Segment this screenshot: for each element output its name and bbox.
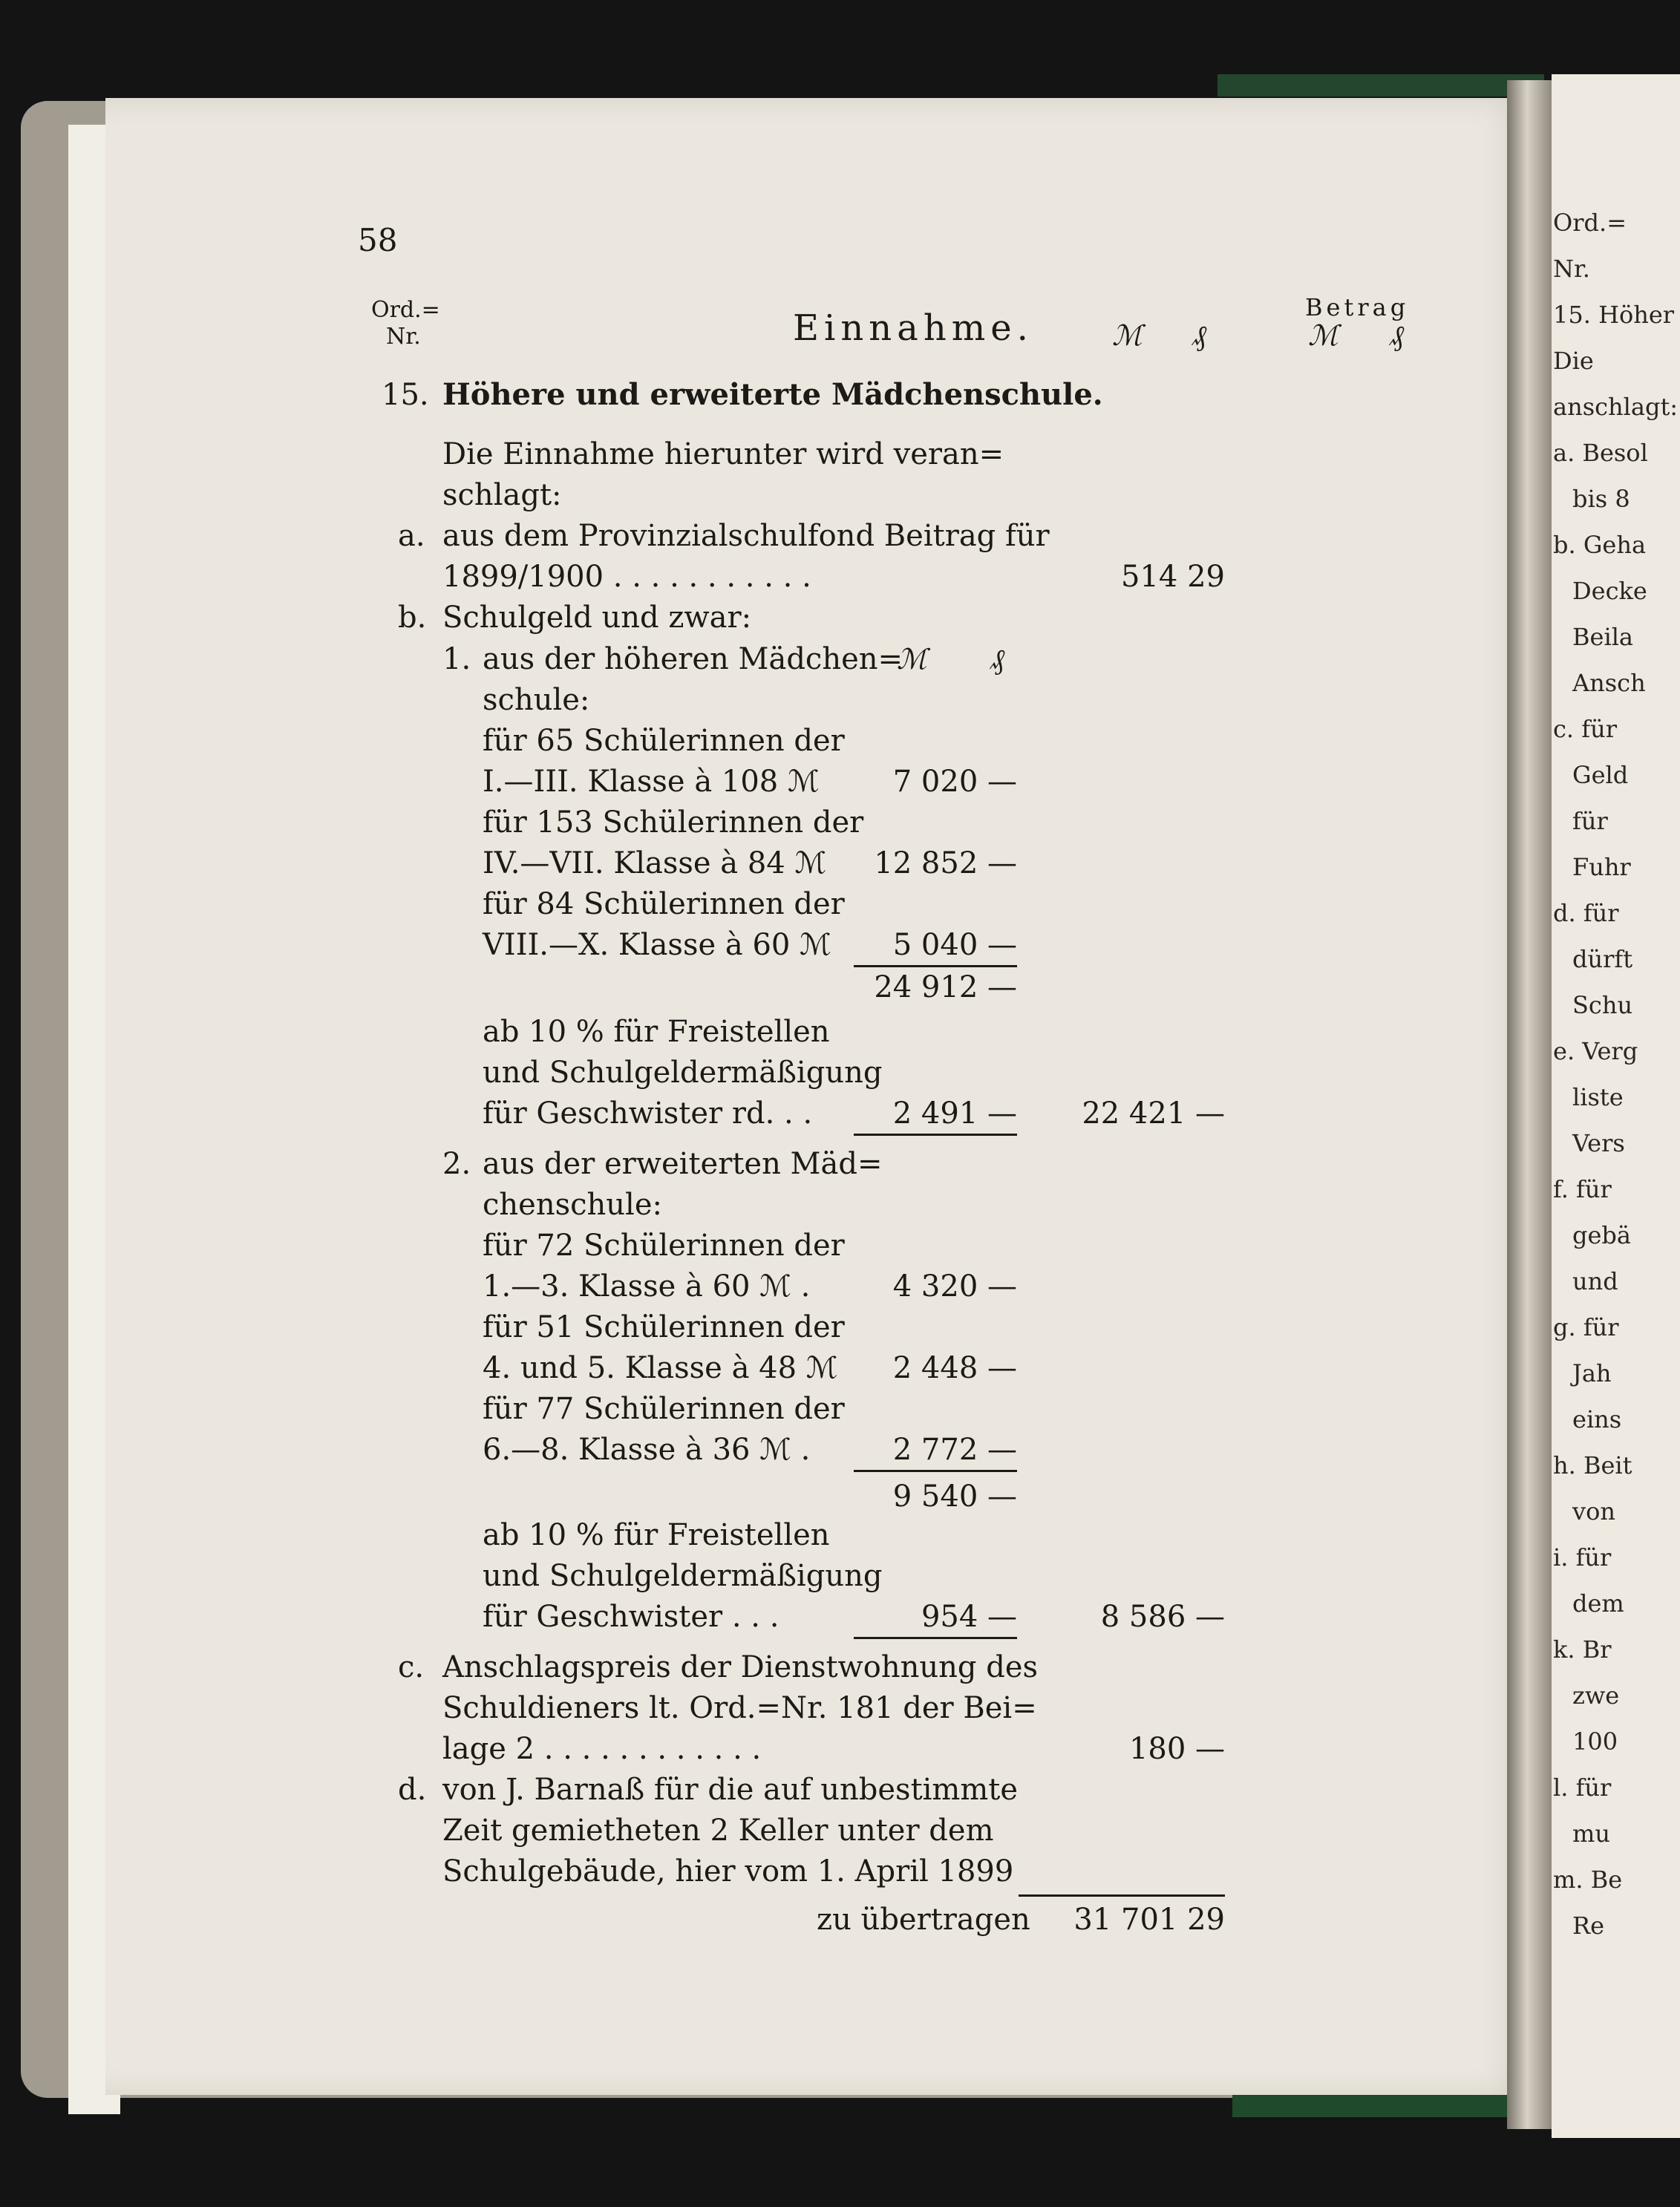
mark-column-header: ℳ [1112,319,1143,352]
einnahme-heading: Einnahme. [793,307,1033,349]
pfennig-column-header: ₰ [1192,319,1206,352]
item-d-line2: Zeit gemietheten 2 Keller unter dem [442,1814,994,1848]
b1-row3-line1: für 84 Schülerinnen der [483,887,845,921]
right-page-line: anschlagt: [1553,393,1679,421]
book-gutter [1507,80,1552,2129]
item-d-letter: d. [398,1773,427,1807]
item-d-line1: von J. Barnaß für die auf unbestimmte [442,1773,1019,1807]
b2-betrag: 8 586 — [1100,1600,1225,1634]
b1-pfennig-header: ₰ [990,643,1004,676]
right-page-line: gebä [1572,1221,1631,1249]
b1-row1-line2: I.—III. Klasse à 108 ℳ [483,765,820,799]
right-page-line: mu [1572,1819,1610,1848]
b2-discount-line1: ab 10 % für Freistellen [483,1518,830,1552]
right-page-line: Jah [1572,1359,1612,1387]
b2-line-2: chenschule: [483,1188,662,1222]
b2-row1-line1: für 72 Schülerinnen der [483,1229,845,1263]
b1-row2-value: 12 852 — [874,846,1017,880]
right-page-line: von [1572,1497,1615,1526]
right-page-line: für [1572,807,1608,835]
b1-discount-rule [854,1134,1017,1136]
right-page-line: Die [1553,347,1594,375]
carry-rule [1019,1894,1225,1897]
right-page-line: Geld [1572,761,1629,789]
b1-row1-value: 7 020 — [892,765,1017,799]
cloth-binding-top [1217,74,1544,97]
b1-mark-header: ℳ [897,643,927,676]
b2-row2-line1: für 51 Schülerinnen der [483,1310,845,1344]
right-page-line: f. für [1553,1175,1612,1203]
item-b-text: Schulgeld und zwar: [442,601,752,635]
item-c-betrag: 180 — [1128,1732,1225,1766]
b2-number: 2. [442,1147,471,1181]
b2-row1-line2: 1.—3. Klasse à 60 ℳ . [483,1269,811,1304]
right-page-line: Nr. [1553,255,1590,283]
intro-line-2: schlagt: [442,478,562,512]
right-page-line: bis 8 [1572,485,1630,513]
item-a-letter: a. [398,519,425,553]
b1-discount-line2: und Schulgeldermäßigung [483,1056,883,1090]
intro-line-1: Die Einnahme hierunter wird veran= [442,437,1004,471]
b2-row3-line2: 6.—8. Klasse à 36 ℳ . [483,1433,811,1467]
b1-betrag: 22 421 — [1082,1096,1225,1131]
b2-discount-line3: für Geschwister . . . [483,1600,779,1634]
right-page-line: eins [1572,1405,1622,1433]
right-page-line: Decke [1572,577,1647,605]
right-page-line: Ord.= [1553,209,1627,237]
right-page-line: c. für [1553,715,1618,743]
carry-value: 31 701 29 [1073,1903,1225,1937]
b1-discount-line3: für Geschwister rd. . . [483,1096,813,1131]
right-page-line: 15. Höher [1553,301,1675,329]
b2-row2-value: 2 448 — [892,1351,1017,1385]
b2-subtotal: 9 540 — [892,1479,1017,1514]
right-page-line: Vers [1572,1129,1625,1157]
right-page-line: Re [1572,1912,1605,1940]
right-page-line: b. Geha [1553,531,1647,559]
right-page-line: h. Beit [1553,1451,1632,1479]
right-page-line: liste [1572,1083,1624,1111]
right-page-line: Schu [1572,991,1633,1019]
right-page-line: dem [1572,1589,1624,1618]
right-page-line: 100 [1572,1727,1618,1756]
carry-label: zu übertragen [817,1903,1030,1937]
betrag-mark-header: ℳ [1308,319,1339,352]
section-title: Höhere und erweiterte Mädchenschule. [442,377,1103,412]
b1-line-1: aus der höheren Mädchen= [483,642,903,676]
right-page-line: l. für [1553,1773,1612,1802]
betrag-header: Betrag [1305,293,1410,321]
ord-header-line2: Nr. [386,324,421,350]
betrag-pfennig-header: ₰ [1390,319,1404,352]
right-page-line: a. Besol [1553,439,1648,467]
b1-sum-rule [854,965,1017,967]
right-page-line: zwe [1572,1681,1620,1710]
b2-row2-line2: 4. und 5. Klasse à 48 ℳ [483,1351,838,1385]
item-d-line3: Schulgebäude, hier vom 1. April 1899 [442,1854,1014,1889]
page-number: 58 [358,222,398,258]
right-page-line: k. Br [1553,1635,1612,1664]
right-page-line: dürft [1572,945,1633,973]
b1-discount-value: 2 491 — [892,1096,1017,1131]
item-a-text-1: aus dem Provinzialschulfond Beitrag für [442,519,1050,553]
right-page-line: Ansch [1572,669,1646,697]
right-page-line: i. für [1553,1543,1612,1572]
right-page-fragment [1552,74,1680,2138]
b2-row3-value: 2 772 — [892,1433,1017,1467]
b2-row1-value: 4 320 — [892,1269,1017,1304]
b1-row3-line2: VIII.—X. Klasse à 60 ℳ [483,928,831,962]
item-a-text-2: 1899/1900 . . . . . . . . . . . [442,560,811,594]
item-c-line1: Anschlagspreis der Dienstwohnung des [442,1650,1039,1684]
b2-discount-line2: und Schulgeldermäßigung [483,1559,883,1593]
b1-subtotal: 24 912 — [874,970,1017,1004]
b1-discount-line1: ab 10 % für Freistellen [483,1015,830,1049]
b1-row3-value: 5 040 — [892,928,1017,962]
item-c-line2: Schuldieners lt. Ord.=Nr. 181 der Bei= [442,1691,1037,1725]
right-page-line: m. Be [1553,1866,1623,1894]
b1-number: 1. [442,642,471,676]
b1-row2-line1: für 153 Schülerinnen der [483,805,864,840]
right-page-line: Fuhr [1572,853,1631,881]
b2-row3-line1: für 77 Schülerinnen der [483,1392,845,1426]
b2-sum-rule [854,1470,1017,1472]
item-c-line3: lage 2 . . . . . . . . . . . . [442,1732,762,1766]
b2-discount-value: 954 — [921,1600,1017,1634]
right-page-line: e. Verg [1553,1037,1638,1065]
b2-discount-rule [854,1637,1017,1639]
item-a-betrag: 514 29 [1121,560,1225,594]
right-page-line: Beila [1572,623,1633,651]
right-page-line: g. für [1553,1313,1619,1341]
right-page-line: d. für [1553,899,1619,927]
b1-row2-line2: IV.—VII. Klasse à 84 ℳ [483,846,827,880]
section-number: 15. [382,378,429,412]
item-b-letter: b. [398,601,427,635]
b1-line-2: schule: [483,683,590,717]
b2-line-1: aus der erweiterten Mäd= [483,1147,883,1181]
right-page-line: und [1572,1267,1618,1295]
item-c-letter: c. [398,1650,425,1684]
b1-row1-line1: für 65 Schülerinnen der [483,724,845,758]
ord-header-line1: Ord.= [371,297,440,323]
